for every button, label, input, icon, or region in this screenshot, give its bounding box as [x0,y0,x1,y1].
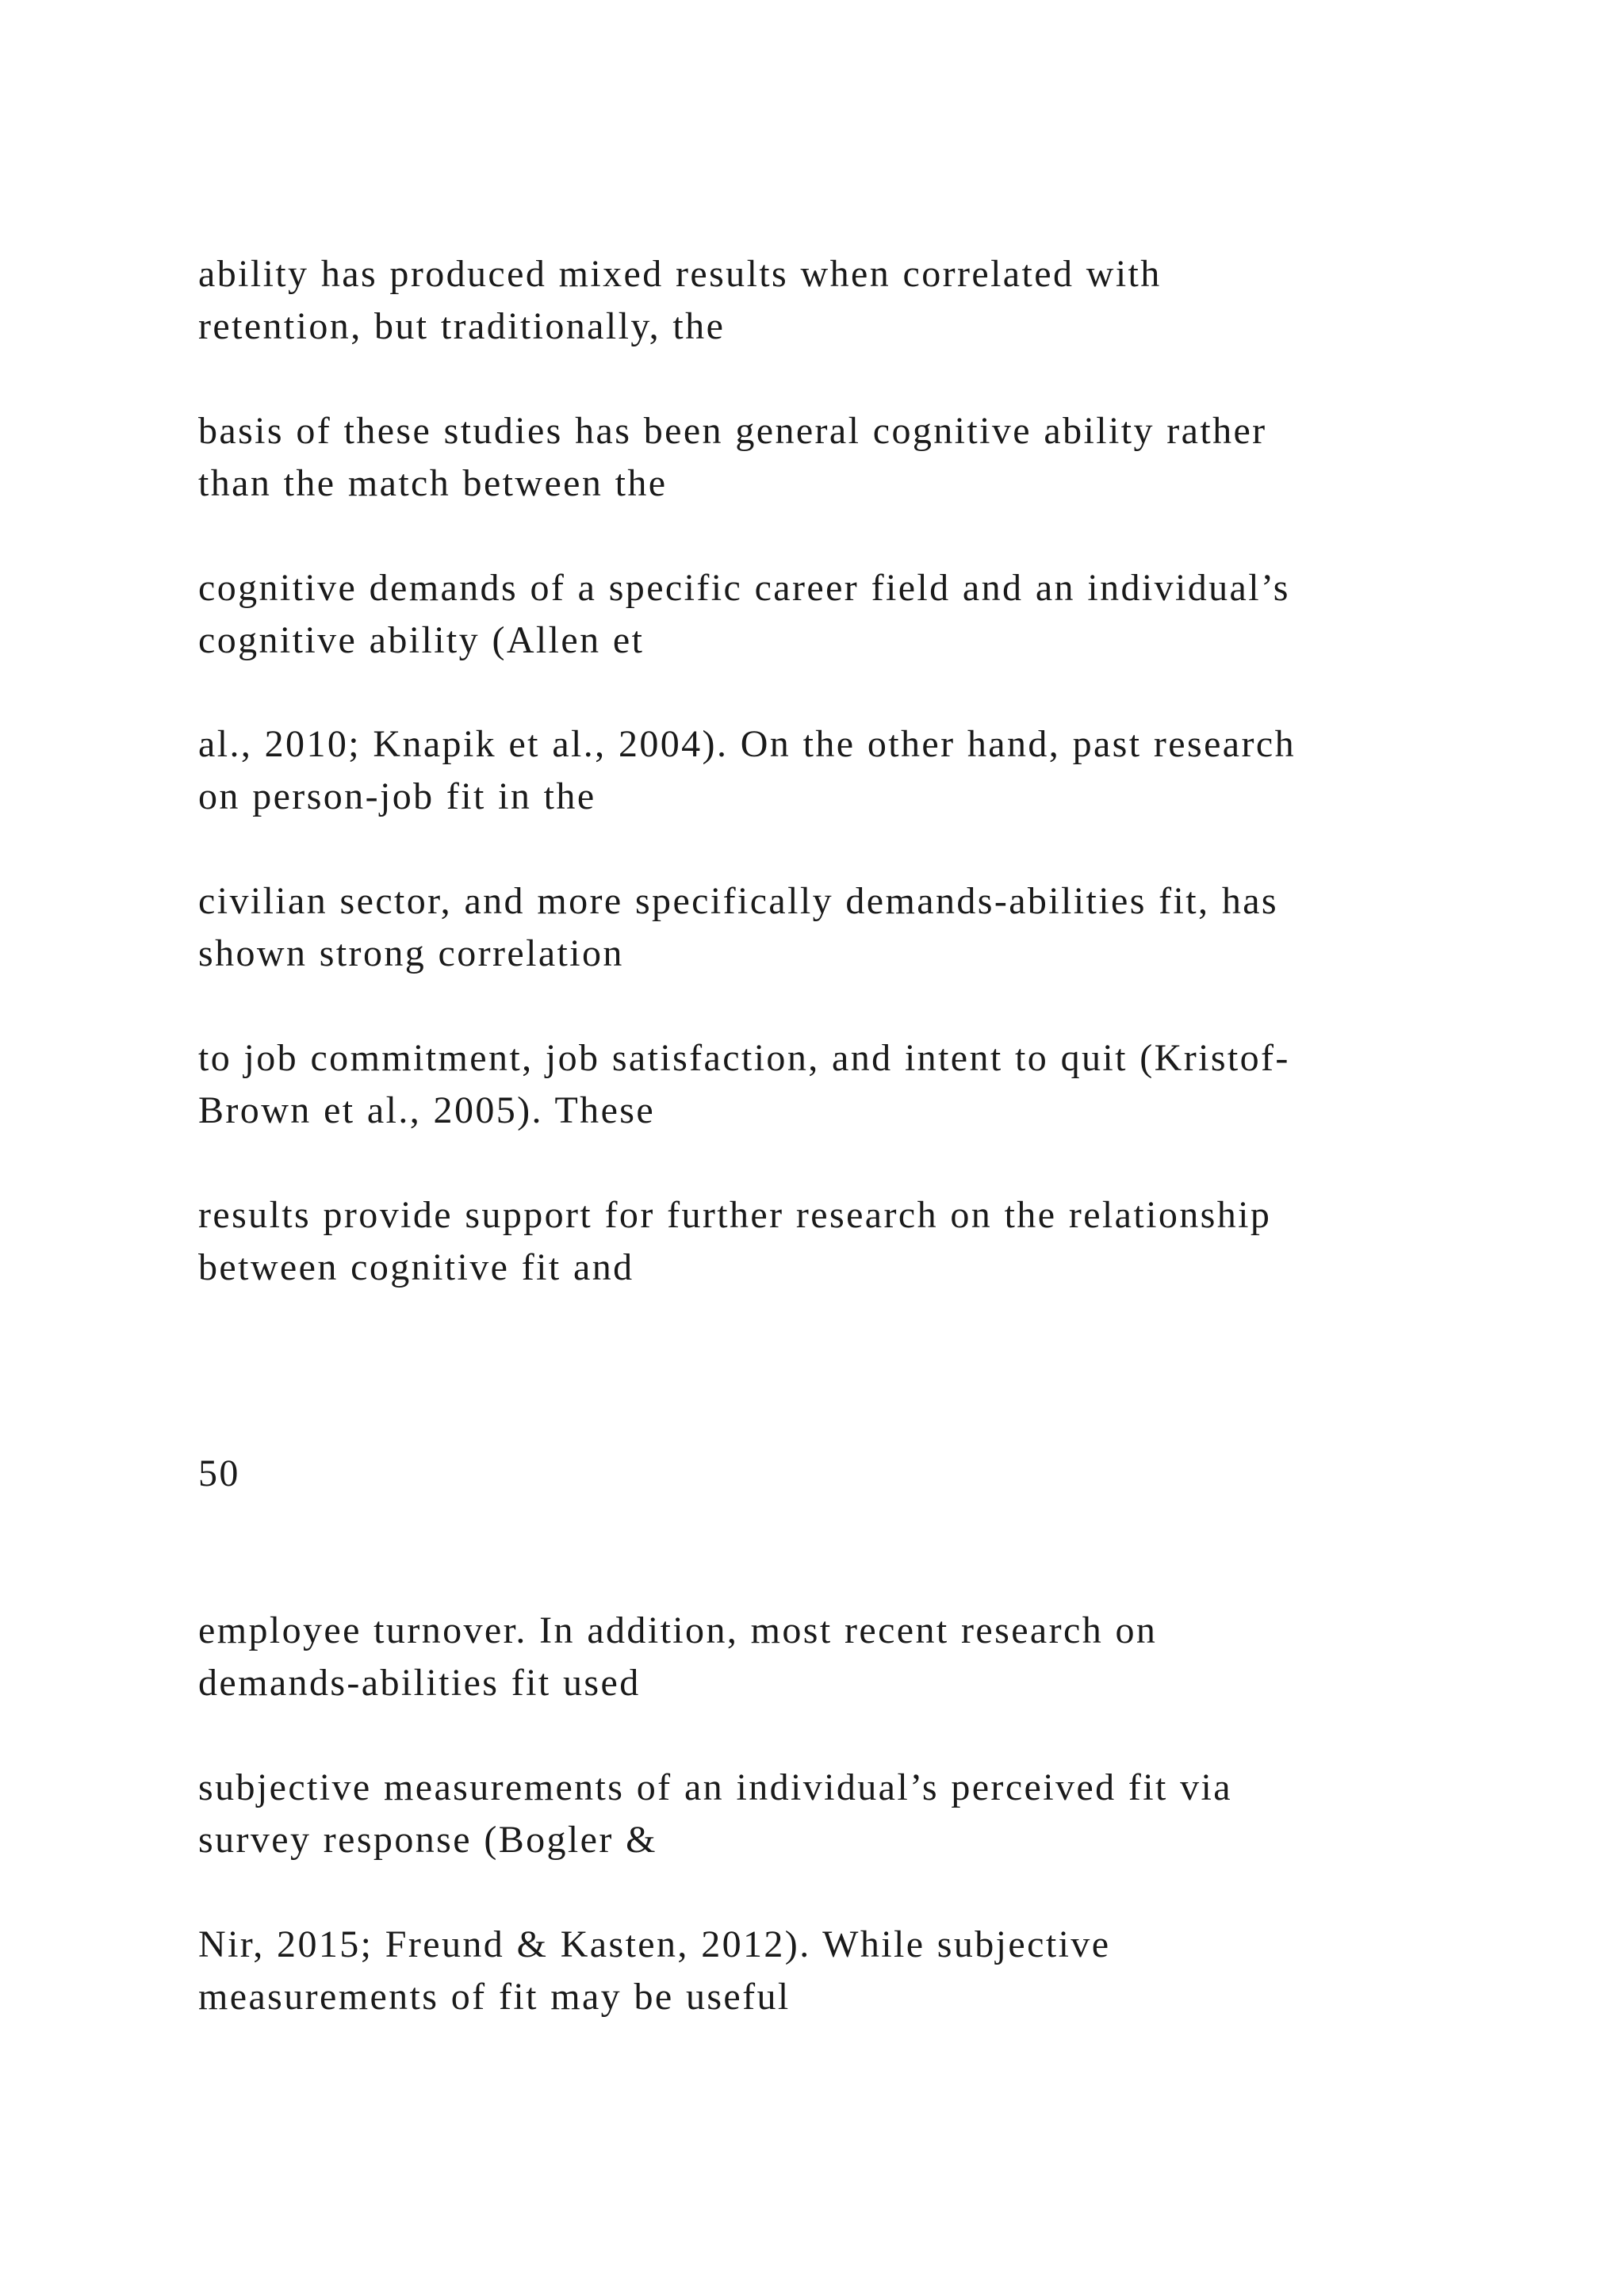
text-line: between cognitive fit and [198,1246,634,1288]
text-line: measurements of fit may be useful [198,1976,791,2018]
text-line: shown strong correlation [198,932,624,974]
text-line: retention, but traditionally, the [198,305,726,347]
text-line: subjective measurements of an individual’s perceived fit via [198,1766,1232,1808]
text-line: Nir, 2015; Freund & Kasten, 2012). While subjective [198,1923,1111,1965]
text-line: employee turnover. In addition, most recent research on [198,1609,1158,1651]
text-line: cognitive ability (Allen et [198,619,645,661]
text-paragraph [198,562,1483,667]
text-paragraph [198,1762,1483,1866]
text-line: survey response (Bogler & [198,1819,657,1861]
text-paragraph [198,875,1483,980]
text-line: results provide support for further research on the relationship [198,1194,1272,1236]
text-line: to job commitment, job satisfaction, and intent to quit (Kristof- [198,1037,1290,1079]
text-paragraph [198,1919,1483,2023]
text-line: on person-job fit in the [198,775,596,817]
text-paragraph [198,1189,1483,1294]
text-paragraph [198,1605,1483,1709]
text-line: civilian sector, and more specifically demands-abilities fit, has [198,880,1279,922]
page-number: 50 [198,1452,240,1494]
text-paragraph [198,405,1483,510]
text-line: ability has produced mixed results when correlated with [198,253,1162,295]
text-line: basis of these studies has been general cognitive ability rather [198,410,1267,452]
text-paragraph [198,1032,1483,1137]
text-line: than the match between the [198,462,668,504]
text-line: al., 2010; Knapik et al., 2004). On the other hand, past research [198,723,1296,765]
text-paragraph [198,718,1483,823]
text-line: Brown et al., 2005). These [198,1089,656,1131]
text-line: demands-abilities fit used [198,1662,641,1704]
text-paragraph [198,248,1483,353]
text-line: cognitive demands of a specific career field and an individual’s [198,567,1290,609]
